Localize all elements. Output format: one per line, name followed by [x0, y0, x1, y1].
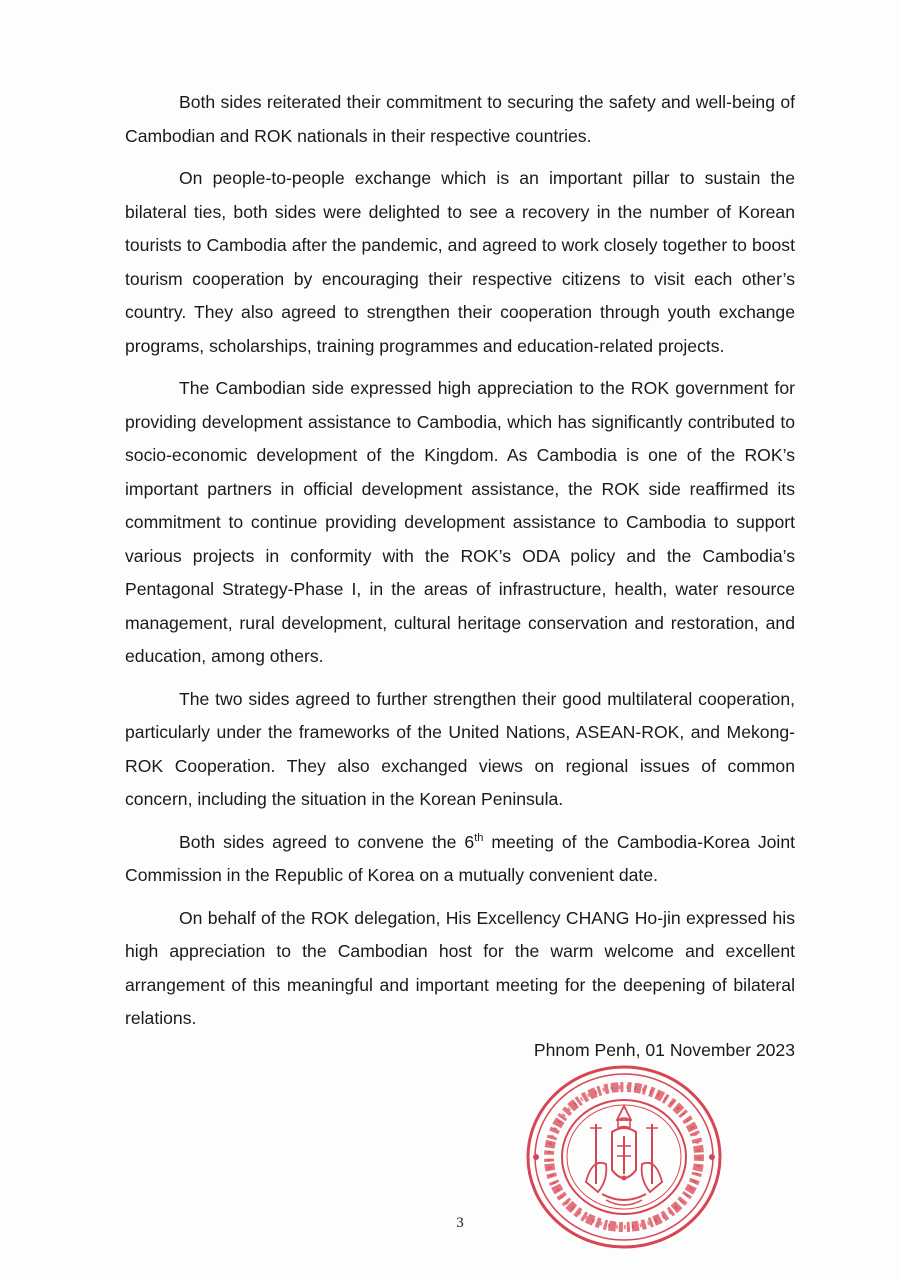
paragraph-people-exchange: On people-to-people exchange which is an important pillar to sustain the bilateral ties, both sides were delighted to see a recovery in the number of Korean tourists to Cambodia after the pandemic, and agreed to work closely together to boost tourism cooperation by encouraging their respective citizens to visit each other’s country. They also agreed to strengthen their cooperation through youth exchange programs, scholarships, training programmes and education-related projects. — [125, 168, 795, 356]
place-date-signoff: Phnom Penh, 01 November 2023 — [533, 1040, 795, 1060]
official-seal-icon — [524, 1062, 724, 1252]
joint-commission-text-end: meeting of the Cambodia-Korea Joint Commission in the Republic of Korea on a mutually convenient date. — [125, 831, 796, 885]
paragraph-multilateral-cooperation: The two sides agreed to further strengthen their good multilateral cooperation, particularly under the frameworks of the United Nations, ASEAN-ROK, and Mekong-ROK Cooperation. They also exchanged views on regional issues of common concern, including the situation in the Korean Peninsula. — [125, 688, 795, 809]
ordinal-suffix: th — [474, 831, 484, 844]
paragraph-joint-commission — [125, 826, 795, 893]
paragraph-closing-appreciation: On behalf of the ROK delegation, His Excellency CHANG Ho-jin expressed his high appreciation to the Cambodian host for the warm welcome and excellent arrangement of this meaningful and important meeting for the deepening of bilateral relations. — [125, 907, 795, 1028]
document-body — [125, 86, 795, 1045]
paragraph-development-assistance: The Cambodian side expressed high appreciation to the ROK government for providing development assistance to Cambodia, which has significantly contributed to socio-economic development of the Kingdom. As Cambodia is one of the ROK’s important partners in official development assistance, the ROK side reaffirmed its commitment to continue providing development assistance to Cambodia to support various projects in conformity with the ROK’s ODA policy and the Cambodia’s Pentagonal Strategy-Phase I, in the areas of infrastructure, health, water resource management, rural development, cultural heritage conservation and restoration, and education, among others. — [125, 378, 795, 666]
paragraph-nationals-safety: Both sides reiterated their commitment to securing the safety and well-being of Cambodian and ROK nationals in their respective countries. — [125, 92, 795, 146]
page-number: 3 — [456, 1215, 464, 1231]
joint-commission-text-start: Both sides agreed to convene the 6 — [179, 831, 475, 852]
